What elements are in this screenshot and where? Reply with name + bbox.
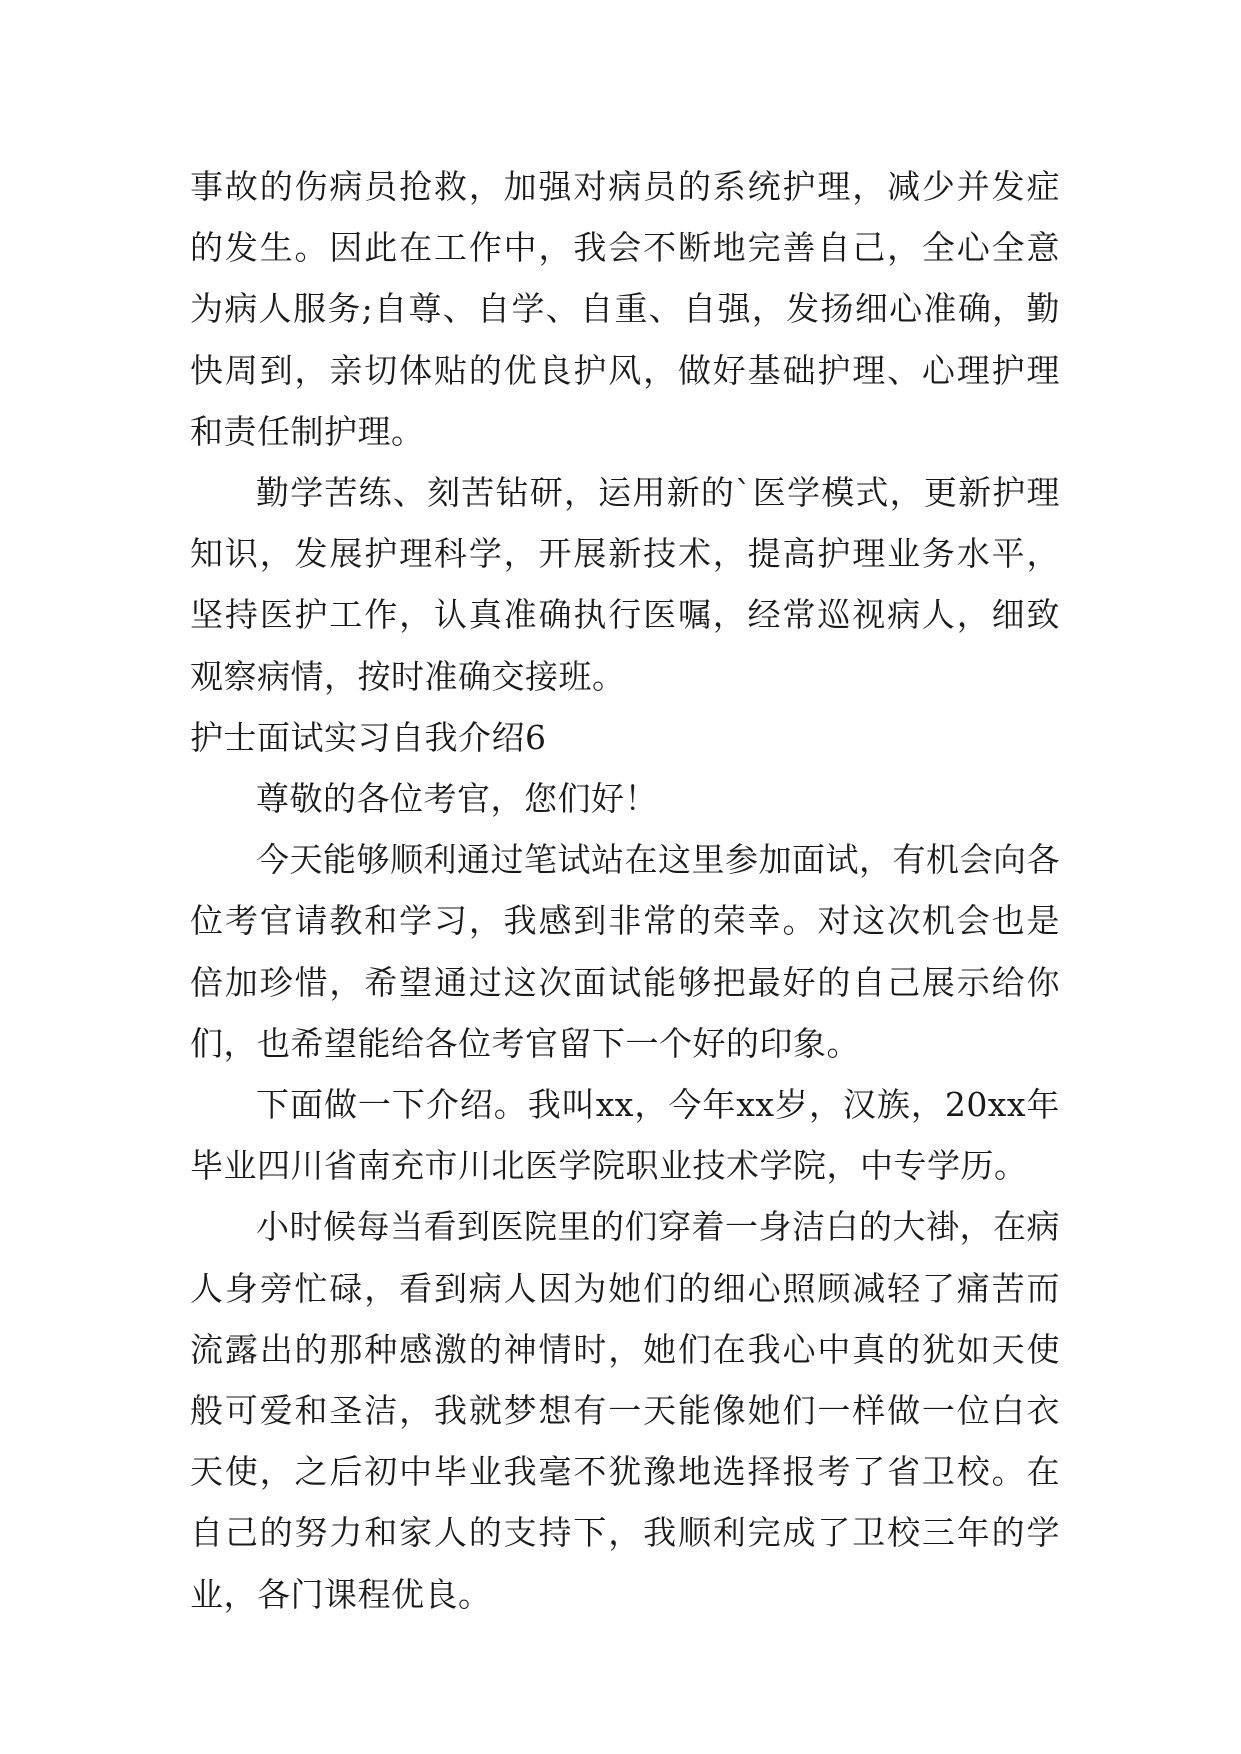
document-page	[190, 156, 1060, 1625]
paragraph-childhood-dream: 小时候每当看到医院里的们穿着一身洁白的大褂，在病人身旁忙碌，看到病人因为她们的细心照顾减轻了痛苦而流露出的那种感激的神情时，她们在我心中真的犹如天使般可爱和圣洁，我就梦想有一天能像她们一样做一位白衣天使，之后初中毕业我毫不犹豫地选择报考了省卫校。在自己的努力和家人的支持下，我顺利完成了卫校三年的学业，各门课程优良。	[190, 1207, 1060, 1614]
paragraph-self-introduction: 下面做一下介绍。我叫xx，今年xx岁，汉族，20xx年毕业四川省南充市川北医学院职业技术学院，中专学历。	[190, 1085, 1060, 1186]
paragraph-opportunity: 今天能够顺利通过笔试站在这里参加面试，有机会向各位考官请教和学习，我感到非常的荣幸。对这次机会也是倍加珍惜，希望通过这次面试能够把最好的自己展示给你们，也希望能给各位考官留下一个好的印象。	[190, 840, 1060, 1063]
paragraph-study-practice: 勤学苦练、刻苦钻研，运用新的`医学模式，更新护理知识，发展护理科学，开展新技术，提高护理业务水平，坚持医护工作，认真准确执行医嘱，经常巡视病人，细致观察病情，按时准确交接班。	[190, 473, 1060, 696]
paragraph-greeting: 尊敬的各位考官，您们好！	[256, 779, 658, 819]
paragraph-patient-care: 事故的伤病员抢救，加强对病员的系统护理，减少并发症的发生。因此在工作中，我会不断地完善自己，全心全意为病人服务;自尊、自学、自重、自强，发扬细心准确，勤快周到，亲切体贴的优良护风，做好基础护理、心理护理和责任制护理。	[190, 167, 1060, 451]
section-title: 护士面试实习自我介绍6	[190, 717, 547, 757]
